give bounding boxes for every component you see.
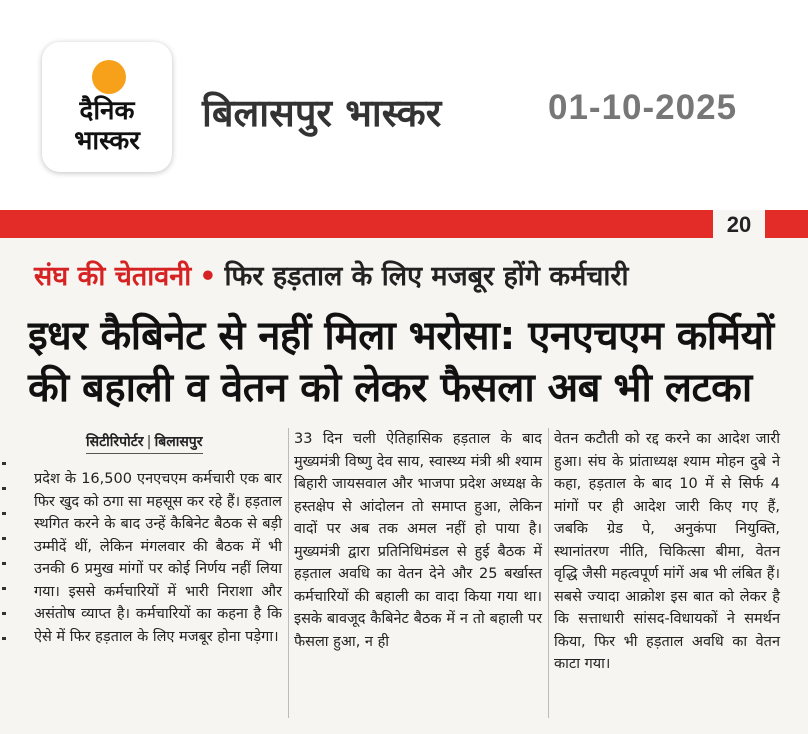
logo-line-1: दैनिक (79, 96, 135, 126)
kicker-dark-text: फिर हड़ताल के लिए मजबूर होंगे कर्मचारी (224, 261, 629, 292)
dainik-bhaskar-logo[interactable] (42, 42, 172, 172)
article-headline: इधर कैबिनेट से नहीं मिला भरोसा: एनएचएम कर्मियों की बहाली व वेतन को लेकर फैसला अब भी लटका (28, 313, 774, 411)
app-header (0, 0, 808, 200)
page-top-bar (0, 210, 808, 238)
byline-place: बिलासपुर (154, 434, 203, 450)
column-divider (288, 428, 289, 718)
kicker-bullet-icon: • (199, 261, 217, 292)
logo-line-2: भास्कर (74, 126, 140, 156)
article-column-1: प्रदेश के 16,500 एनएचएम कर्मचारी एक बार फिर खुद को ठगा सा महसूस कर रहे हैं। हड़ताल स्थगित करने के बाद उन्हें कैबिनेट बैठक से बड़ी उम्मीदें थीं, लेकिन मंगलवार की बैठक में भी उनकी 6 प्रमुख मांगों पर कोई निर्णय नहीं लिया गया। इससे कर्मचारियों में भारी निराशा और असंतोष व्याप्त है। कर्मचारियों का कहना है कि ऐसे में फिर हड़ताल के लिए मजबूर होना पड़ेगा। (34, 471, 282, 645)
kicker-red-text: संघ की चेतावनी (34, 261, 192, 292)
article-column-3: वेतन कटौती को रद्द करने का आदेश जारी हुआ। संघ के प्रांताध्यक्ष श्याम मोहन दुबे ने कहा, हड़ताल के बाद 10 में से सिर्फ 4 मांगों पर ही आदेश जारी किए गए हैं, जबकि ग्रेड पे, अनुकंपा नियुक्ति, स्थानांतरण नीति, चिकित्सा बीमा, वेतन वृद्धि जैसी महत्वपूर्ण मांगें अब भी लंबित हैं। सबसे ज्यादा आक्रोश इस बात को लेकर है कि सत्ताधारी सांसद-विधायकों ने समर्थन किया, फिर भी हड़ताल अवधि का वेतन काटा गया। (554, 431, 780, 672)
edition-title: बिलासपुर भास्कर (202, 91, 442, 135)
article-column-2: 33 दिन चली ऐतिहासिक हड़ताल के बाद मुख्यमंत्री विष्णु देव साय, स्वास्थ्य मंत्री श्री श्याम बिहारी जायसवाल और भाजपा प्रदेश अध्यक्ष के हस्तक्षेप से आंदोलन तो समाप्त हुआ, लेकिन वादों पर अब तक अमल नहीं हो पाया है। मुख्यमंत्री द्वारा प्रतिनिधिमंडल से हुई बैठक में हड़ताल अवधि का वेतन देने और 25 बर्खास्त कर्मचारियों की बहाली का वादा किया गया था। इसके बावजूद कैबिनेट बैठक में न तो बहाली पर फैसला हुआ, न ही (294, 431, 542, 650)
newspaper-clipping (0, 210, 808, 734)
byline-source: सिटीरिपोर्टर (86, 434, 144, 450)
byline-separator: | (146, 434, 152, 450)
page-number: 20 (713, 210, 765, 240)
logo-sun-icon (92, 60, 126, 94)
column-divider (548, 428, 549, 718)
edition-date: 01-10-2025 (548, 88, 738, 127)
left-edge-marks (0, 440, 8, 700)
kicker-line (34, 256, 628, 293)
byline (86, 432, 203, 454)
